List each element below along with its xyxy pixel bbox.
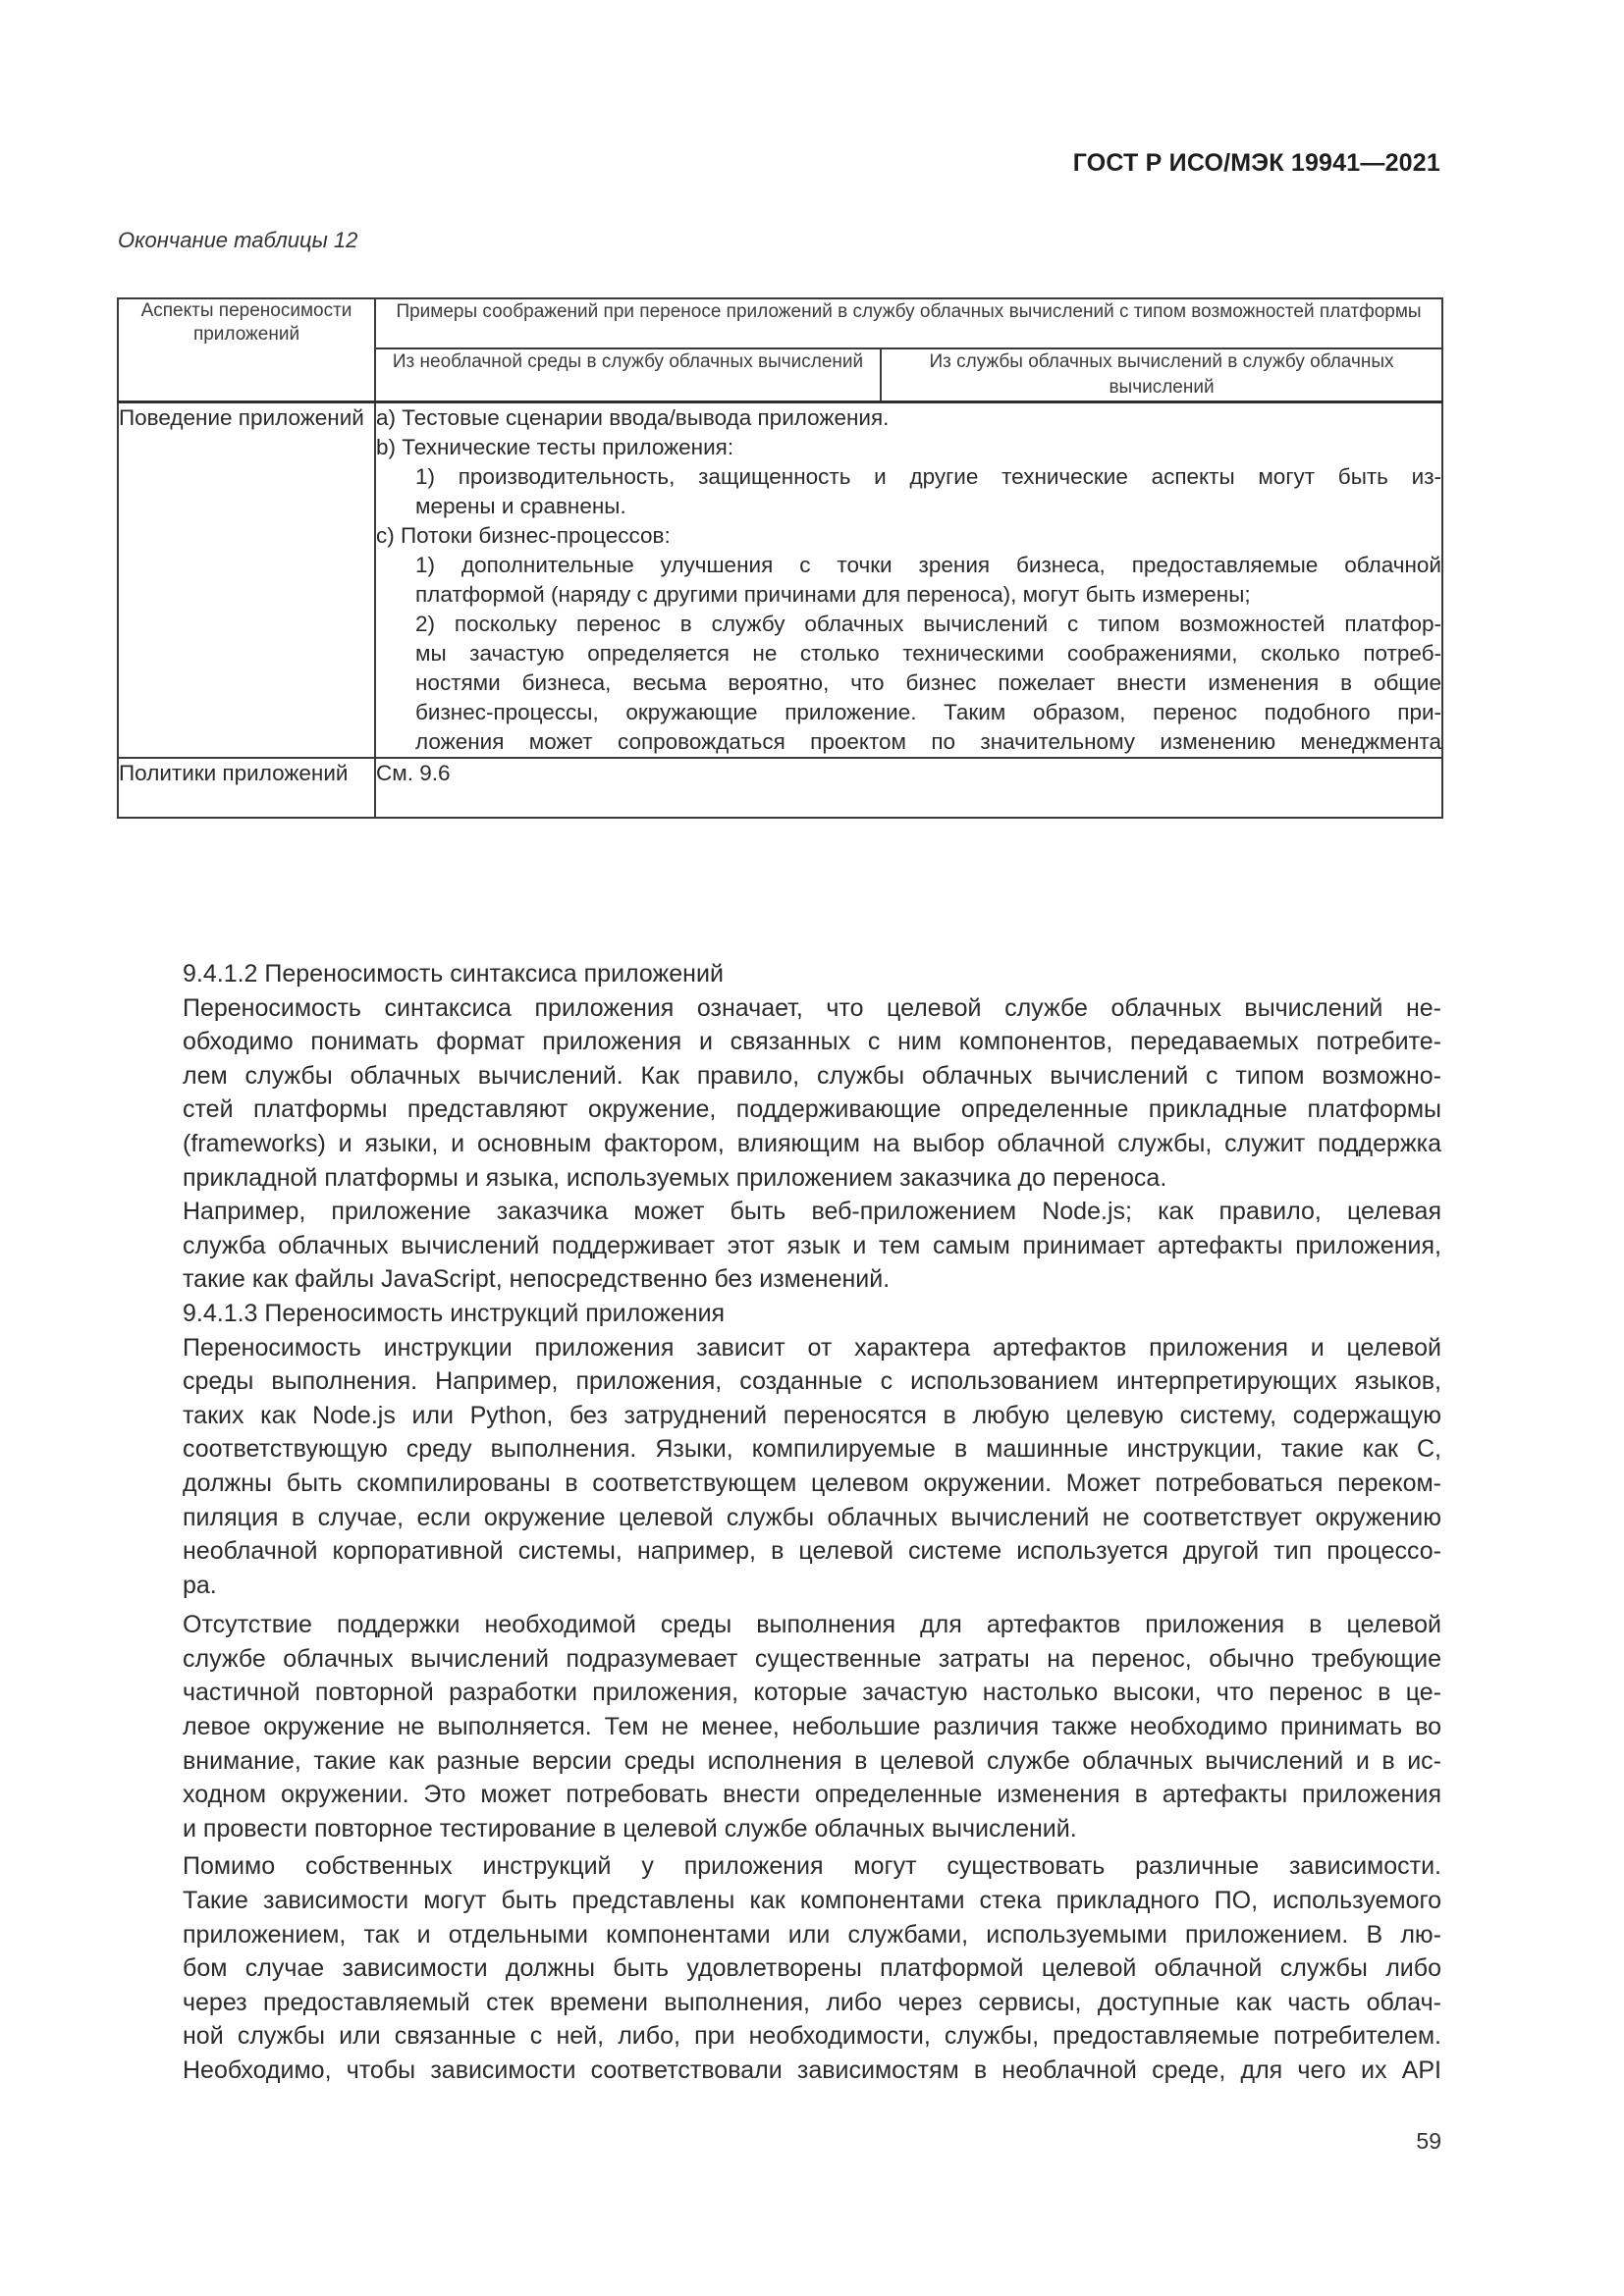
row-aspect-behavior	[118, 402, 375, 759]
body-text	[117, 957, 1441, 2088]
list-item: мы зачастую определяется не столько техническими соображениями, сколько потреб-	[415, 641, 1442, 666]
row-aspect-policies	[118, 758, 375, 818]
comparison-table	[117, 297, 1443, 819]
table-row	[118, 402, 1442, 759]
header-aspect-label: Аспекты переносимости приложений	[140, 300, 352, 345]
row-policies-content	[375, 758, 1442, 818]
header-from-noncloud-label: Из необлачной среды в службу облачных вычислений	[392, 351, 864, 372]
table-caption: Окончание таблицы 12	[118, 228, 358, 252]
row-aspect-label: Поведение приложений	[119, 405, 364, 430]
row-aspect-label: Политики приложений	[119, 761, 349, 785]
table-header-row	[118, 298, 1442, 348]
list-item: a) Тестовые сценарии ввода/вывода приложения.	[376, 405, 890, 430]
header-from-noncloud-cell	[375, 348, 881, 402]
list-item: 1) производительность, защищенность и другие технические аспекты могут быть из-	[415, 464, 1442, 489]
table-row	[118, 758, 1442, 818]
paragraph: Помимо собственных инструкций у приложения могут существовать различные зависимости. Такие зависимости могут быть представлены как компонентами стека прикладного ПО, используемого приложением, так и отдельными компонентами или службами, используемыми приложением. В лю- бом случае зависимости должны быть удовлетворены платформой целевой облачной службы либо через предоставляемый стек времени выполнения, либо через сервисы, доступные как часть облач- ной службы или связанные с ней, либо, при необходимости, службы, предоставляемые потребителем. Необходимо, чтобы зависимости соответствовали зависимостям в необлачной среде, для чего их API	[183, 1852, 1441, 2084]
header-aspect-cell	[118, 298, 375, 402]
list-item: b) Технические тесты приложения:	[376, 435, 734, 459]
standard-number: ГОСТ Р ИСО/МЭК 19941—2021	[1072, 149, 1440, 177]
list-item: c) Потоки бизнес-процессов:	[376, 523, 671, 548]
list-item: платформой (наряду с другими причинами для переноса), могут быть измерены;	[415, 582, 1251, 607]
paragraph: Переносимость синтаксиса приложения означает, что целевой службе облачных вычислений не- обходимо понимать формат приложения и связанных с ним компонентов, передаваемых потребите- лем службы облачных вычислений. Как правило, службы облачных вычислений с типом возможно- стей платформы представляют окружение, поддерживающие определенные прикладные платформы (frameworks) и языки, и основным фактором, влияющим на выбор облачной службы, служит поддержка прикладной платформы и языка, используемых приложением заказчика до переноса.	[183, 993, 1441, 1192]
list-item: 2) поскольку перенос в службу облачных вычислений с типом возможностей платфор-	[415, 612, 1442, 636]
paragraph: Переносимость инструкции приложения зависит от характера артефактов приложения и целевой среды выполнения. Например, приложения, созданные с использованием интерпретирующих языков, таких как Node.js или Python, без затруднений переносятся в любую целевую систему, содержащую соответствующую среду выполнения. Языки, компилируемые в машинные инструкции, такие как С, должны быть скомпилированы в соответствующем целевом окружении. Может потребоваться переком- пиляция в случае, если окружение целевой службы облачных вычислений не соответствует окружению необлачной корпоративной системы, например, в целевой системе используется другой тип процессо- ра.	[183, 1333, 1441, 1599]
header-from-cloud-cell	[881, 348, 1442, 402]
list-item: ностями бизнеса, весьма вероятно, что бизнес пожелает внести изменения в общие	[415, 670, 1442, 695]
header-examples-cell	[375, 298, 1442, 348]
list-item: мерены и сравнены.	[415, 494, 626, 518]
list-item: ложения может сопровождаться проектом по значительному изменению менеджмента	[415, 729, 1442, 754]
list-item: бизнес-процессы, окружающие приложение. Таким образом, перенос подобного при-	[415, 700, 1442, 724]
page-number: 59	[1416, 2128, 1441, 2154]
section-heading: 9.4.1.3 Переносимость инструкций приложения	[183, 1299, 726, 1327]
section-heading: 9.4.1.2 Переносимость синтаксиса приложений	[183, 960, 724, 988]
header-from-cloud-label: Из службы облачных вычислений в службу облачных вычислений	[929, 351, 1394, 398]
header-examples-label: Примеры соображений при переносе приложений в службу облачных вычислений с типом возможностей платформы	[396, 301, 1422, 322]
list-item: 1) дополнительные улучшения с точки зрения бизнеса, предоставляемые облачной	[415, 553, 1442, 577]
paragraph: Например, приложение заказчика может быть веб-приложением Node.js; как правило, целевая служба облачных вычислений поддерживает этот язык и тем самым принимает артефакты приложения, такие как файлы JavaScript, непосредственно без изменений.	[183, 1198, 1441, 1294]
row-policies-value: См. 9.6	[376, 761, 451, 785]
row-behavior-content	[375, 402, 1442, 759]
paragraph: Отсутствие поддержки необходимой среды выполнения для артефактов приложения в целевой службе облачных вычислений подразумевает существенные затраты на перенос, обычно требующие частичной повторной разработки приложения, которые зачастую настолько высоки, что перенос в це- левое окружение не выполняется. Тем не менее, небольшие различия также необходимо принимать во внимание, такие как разные версии среды исполнения в целевой службе облачных вычислений и в ис- ходном окружении. Это может потребовать внести определенные изменения в артефакты приложения и провести повторное тестирование в целевой службе облачных вычислений.	[183, 1611, 1441, 1842]
